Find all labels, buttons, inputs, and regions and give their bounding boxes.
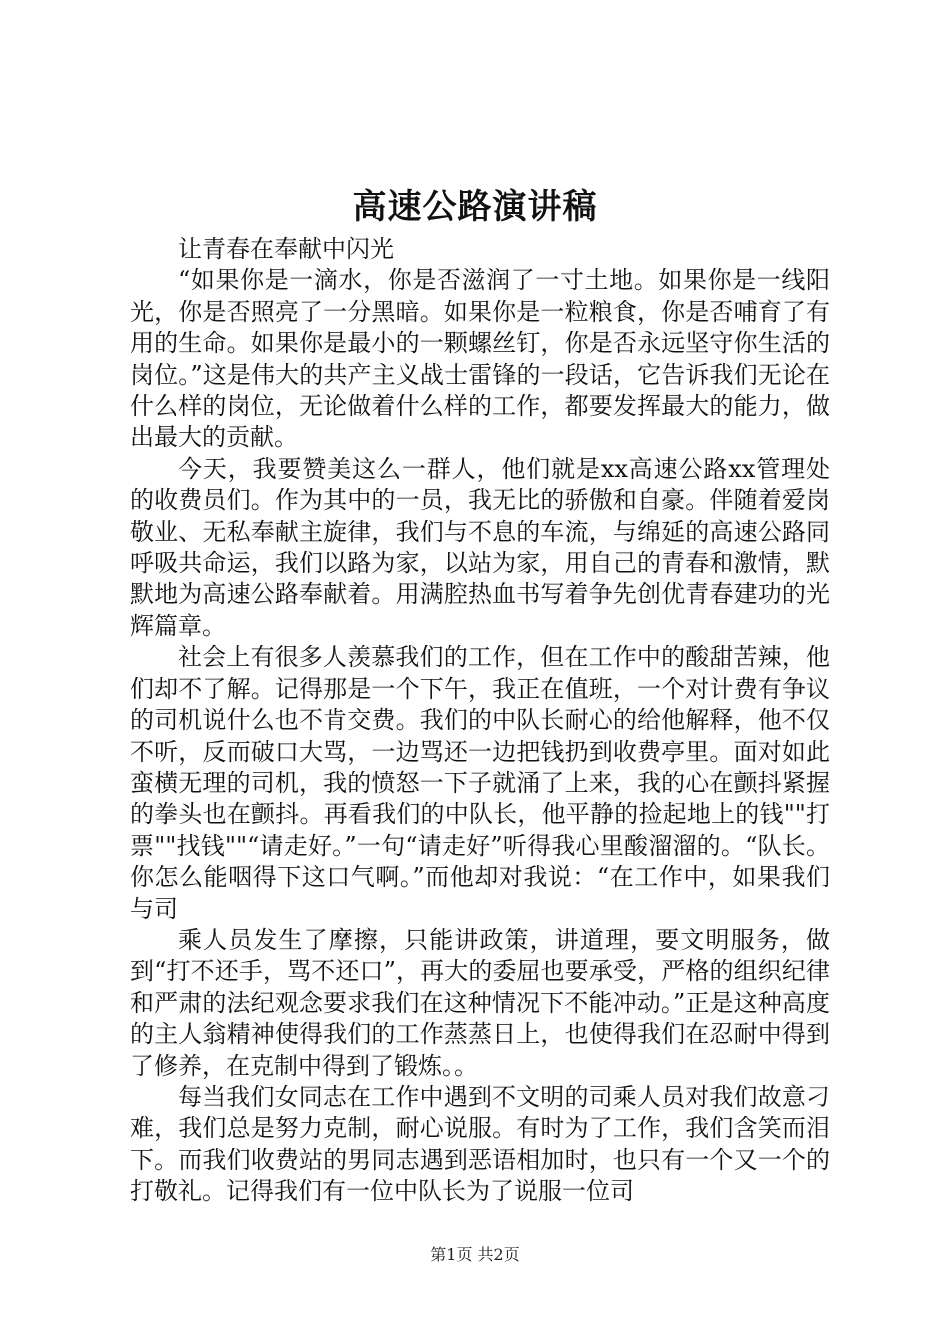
paragraph: “如果你是一滴水，你是否滋润了一寸土地。如果你是一线阳光，你是否照亮了一分黑暗。如果你是一粒粮食，你是否哺育了有用的生命。如果你是最小的一颗螺丝钉，你是否永远坚守你生活的岗位。”这是伟大的共产主义战士雷锋的一段话，它告诉我们无论在什么样的岗位，无论做着什么样的工作，都要发挥最大的能力，做出最大的贡献。 bbox=[130, 266, 830, 452]
document-subtitle: 让青春在奉献中闪光 bbox=[178, 235, 394, 263]
page-number-footer: 第1页 共2页 bbox=[430, 1245, 520, 1264]
paragraph: 每当我们女同志在工作中遇到不文明的司乘人员对我们故意刁难，我们总是努力克制，耐心说服。有时为了工作，我们含笑而泪下。而我们收费站的男同志遇到恶语相加时，也只有一个又一个的打敬礼。记得我们有一位中队长为了说服一位司 bbox=[130, 1082, 830, 1206]
paragraph: 今天，我要赞美这么一群人，他们就是xx高速公路xx管理处的收费员们。作为其中的一员，我无比的骄傲和自豪。伴随着爱岗敬业、无私奉献主旋律，我们与不息的车流，与绵延的高速公路同呼吸共命运，我们以路为家，以站为家，用自己的青春和激情，默默地为高速公路奉献着。用满腔热血书写着争先创优青春建功的光辉篇章。 bbox=[130, 454, 830, 640]
document-title: 高速公路演讲稿 bbox=[352, 187, 598, 227]
document-body bbox=[130, 234, 830, 1208]
paragraph: 社会上有很多人羡慕我们的工作，但在工作中的酸甜苦辣，他们却不了解。记得那是一个下午，我正在值班，一个对计费有争议的司机说什么也不肯交费。我们的中队长耐心的给他解释，他不仅不听，反而破口大骂，一边骂还一边把钱扔到收费亭里。面对如此蛮横无理的司机，我的愤怒一下子就涌了上来，我的心在颤抖紧握的拳头也在颤抖。再看我们的中队长，他平静的捡起地上的钱""打票""找钱""“请走好。”一句“请走好”听得我心里酸溜溜的。“队长。你怎么能咽得下这口气啊。”而他却对我说：“在工作中，如果我们与司 bbox=[130, 643, 830, 923]
paragraph: 乘人员发生了摩擦，只能讲政策，讲道理，要文明服务，做到“打不还手，骂不还口”，再大的委屈也要承受，严格的组织纪律和严肃的法纪观念要求我们在这种情况下不能冲动。”正是这种高度的主人翁精神使得我们的工作蒸蒸日上，也使得我们在忍耐中得到了修养，在克制中得到了锻炼。。 bbox=[130, 925, 830, 1080]
